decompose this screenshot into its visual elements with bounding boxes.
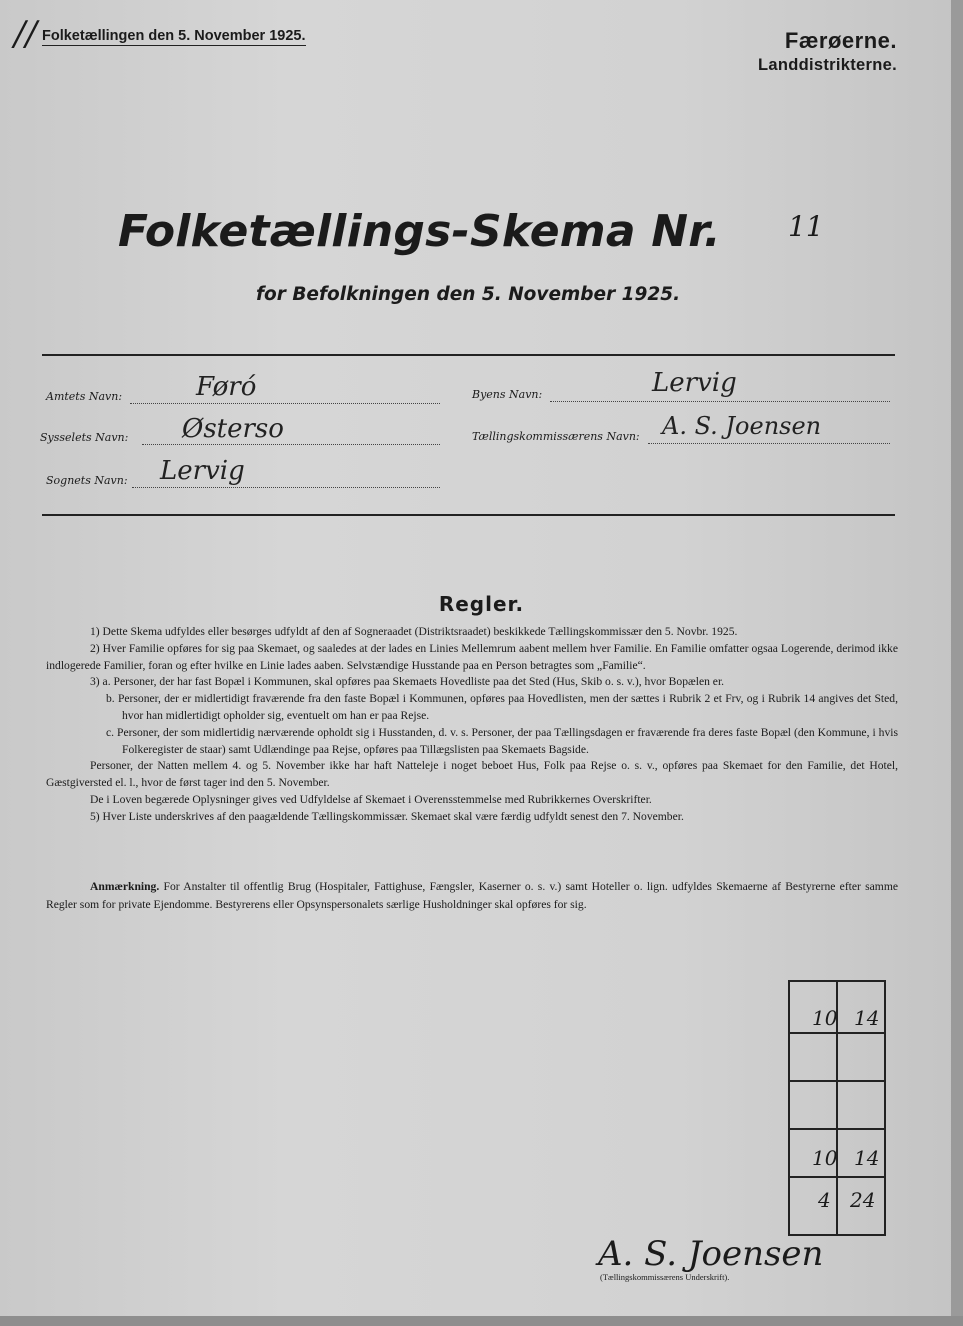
signature-caption: (Tællingskommissærens Underskrift). (600, 1272, 730, 1282)
tally-r4-right[interactable]: 14 (854, 1146, 880, 1170)
kommissaer-label: Tællingskommissærens Navn: (472, 430, 640, 443)
form-subtitle: for Befolkningen den 5. November 1925. (256, 284, 681, 305)
rules-text (46, 624, 898, 826)
header-right (758, 28, 897, 75)
rule-1: 1) Dette Skema udfyldes eller besørges udfyldt af den af Sogneraadet (Distriktsraadet) beskikkede Tællingskommissær den 5. Novbr. 1925. (90, 625, 738, 638)
sogn-label: Sognets Navn: (46, 474, 128, 487)
page-edge-right (951, 0, 963, 1326)
tally-r5-left[interactable]: 4 (818, 1188, 831, 1212)
kommissaer-value[interactable]: A. S. Joensen (662, 412, 822, 440)
region-name: Færøerne. (784, 28, 897, 53)
rule-3c: c. Personer, der som midlertidig nærværende opholdt sig i Husstanden, d. v. s. Personer, der paa Tællingsdagen er fraværende fra deres faste Bopæl (den Kommune, i hvis Folkeregister de staar) samt Udlændinge paa Rejse, opføres paa Tillægslisten paa Skemaets Bagside. (106, 725, 898, 756)
rule-2: 2) Hver Familie opføres for sig paa Skemaet, og saaledes at der lades en Linies Mellemrum aabent mellem hver Familie. En Familie omfatter ogsaa Logerende, derimod ikke indlogerede Familier, foran og efter hvilke en Linie lades aaben. Selvstændige Husstande paa en Person betragtes som „Familie“. (46, 641, 898, 672)
tally-row-line (790, 1032, 884, 1034)
note (46, 878, 898, 914)
rules-heading: Regler. (438, 592, 525, 616)
sogn-value[interactable]: Lervig (160, 456, 245, 486)
amt-value[interactable]: Føró (196, 372, 257, 402)
by-line (550, 401, 890, 402)
tally-row-line (790, 1128, 884, 1130)
divider-bottom (42, 514, 895, 516)
rule-6: 5) Hver Liste underskrives af den paagældende Tællingskommissær. Skemaet skal være færdig udfyldt senest den 7. November. (90, 809, 684, 823)
syssel-line (142, 444, 440, 445)
amt-line (130, 403, 440, 404)
tally-r4-left[interactable]: 10 (812, 1146, 838, 1170)
district-type: Landdistrikterne. (758, 56, 897, 74)
form-number: 11 (788, 210, 824, 243)
syssel-label: Sysselets Navn: (40, 431, 129, 444)
amt-label: Amtets Navn: (46, 390, 123, 403)
by-label: Byens Navn: (472, 388, 543, 401)
tally-r1-right[interactable]: 14 (854, 1006, 880, 1030)
rule-5: De i Loven begærede Oplysninger gives ved Udfyldelse af Skemaet i Overensstemmelse med Rubrikkernes Overskrifter. (90, 792, 652, 806)
tally-r1-left[interactable]: 10 (812, 1006, 838, 1030)
handwritten-mark: // (14, 14, 37, 54)
sogn-line (132, 487, 440, 488)
divider-top (42, 354, 895, 356)
tally-r5-right[interactable]: 24 (850, 1188, 876, 1212)
note-label: Anmærkning. (90, 880, 160, 893)
note-text: For Anstalter til offentlig Brug (Hospitaler, Fattighuse, Fængsler, Kaserner o. s. v.) samt Hoteller o. lign. udfyldes Skemaerne af Bestyrerne efter samme Regler som for private Ejendomme. Bestyrerens eller Opsynspersonalets særlige Husholdninger skal opføres for sig. (46, 880, 898, 911)
signature[interactable]: A. S. Joensen (598, 1234, 824, 1274)
tally-row-line (790, 1080, 884, 1082)
page-edge-bottom (0, 1316, 963, 1326)
form-title: Folketællings-Skema Nr. (118, 206, 721, 257)
census-date-heading: Folketællingen den 5. November 1925. (42, 28, 306, 44)
tally-box (788, 980, 886, 1236)
by-value[interactable]: Lervig (652, 368, 737, 398)
kommissaer-line (648, 443, 890, 444)
rule-3b: b. Personer, der er midlertidigt fraværende fra den faste Bopæl i Kommunen, opføres paa Hovedlisten, men der sættes i Rubrik 2 et Frv, og i Rubrik 14 angives det Sted, hvor han midlertidigt opholder sig, eventuelt om han er paa Rejse. (106, 692, 898, 722)
rule-3a: 3) a. Personer, der har fast Bopæl i Kommunen, skal opføres paa Skemaets Hovedliste paa det Sted (Hus, Skib o. s. v.), hvor Bopælen er. (90, 675, 725, 689)
syssel-value[interactable]: Østerso (182, 414, 284, 444)
rule-4: Personer, der Natten mellem 4. og 5. November ikke har haft Natteleje i noget beboet Hus, Folk paa Rejse o. s. v., opføres paa Skemaet for den Familie, det Hotel, Gæstgiversted el. l., hvor de først tager ind den 5. November. (46, 759, 898, 790)
tally-row-line (790, 1176, 884, 1178)
